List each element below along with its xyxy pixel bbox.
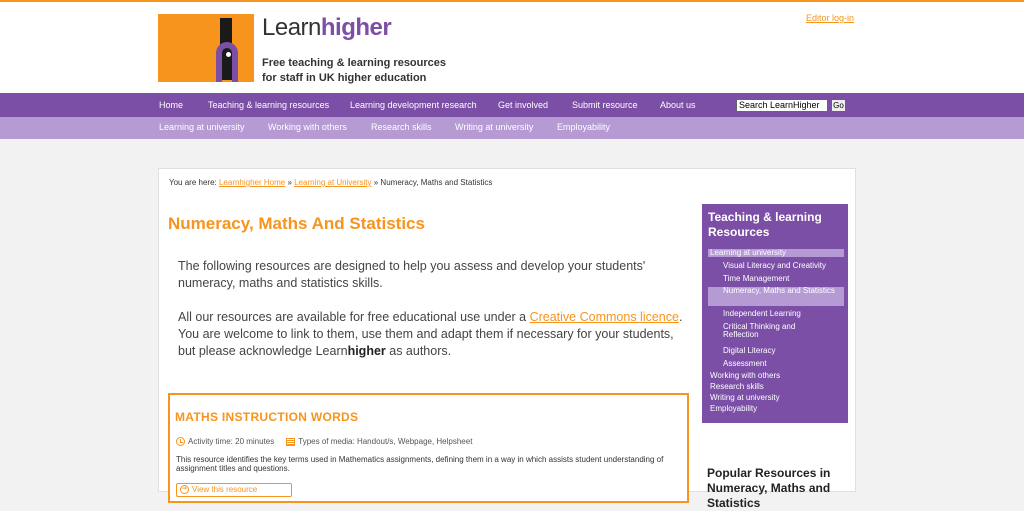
sidebar-item-digital-literacy[interactable]: Digital Literacy [723,346,776,355]
breadcrumb [169,178,492,187]
page-title: Numeracy, Maths And Statistics [168,214,425,233]
sidebar-item-time-management[interactable]: Time Management [723,274,790,283]
resource-description: This resource identifies the key terms used in Mathematics assignments, defining them in a way in which assists student understanding of assignment titles and questions. [176,455,664,473]
main-navigation [0,93,1024,117]
nav-learning-development-research[interactable]: Learning development research [350,100,477,110]
creative-commons-link[interactable]: Creative Commons licence [529,310,679,324]
breadcrumb-learning-link[interactable]: Learning at University [294,178,372,187]
tagline [262,56,522,86]
popular-resources-heading: Popular Resources in Numeracy, Maths and Statistics [707,466,831,510]
brand-bold: higher [320,14,392,41]
breadcrumb-home-link[interactable]: Learnhigher Home [218,178,286,187]
resource-card [168,393,689,503]
breadcrumb-current: Numeracy, Maths and Statistics [380,178,493,187]
sidebar-heading-line2: Resources [708,225,770,239]
sidebar-item-independent-learning[interactable]: Independent Learning [723,309,801,318]
view-resource-label: View this resource [192,485,258,494]
licence-paragraph [178,309,684,360]
nav-about-us[interactable]: About us [660,100,696,110]
logo-h-shape [216,42,238,82]
activity-time: Activity time: 20 minutes [188,437,275,446]
resource-title[interactable]: MATHS INSTRUCTION WORDS [175,410,359,424]
licence-brand-bold: higher [347,344,386,358]
intro-paragraph: The following resources are designed to help you assess and develop your students' numeracy, maths and statistics skills. [178,259,646,290]
arrow-right-icon: ➔ [181,486,188,493]
media-types-icon [286,438,295,446]
tagline-line1: Free teaching & learning resources [262,57,447,69]
breadcrumb-separator: » [371,178,381,187]
licence-text-b: . You are welcome to link to them, use them and adapt them if necessary for your students, but please acknowledge Learn [178,310,683,358]
sidebar-heading [708,210,842,240]
sidebar-item-working-with-others[interactable]: Working with others [710,371,781,380]
site-header [0,2,1024,93]
subnav-learning-at-university[interactable]: Learning at university [159,122,245,132]
subnav-employability[interactable]: Employability [557,122,611,132]
view-resource-button[interactable] [176,483,292,497]
nav-get-involved[interactable]: Get involved [498,100,549,110]
nav-home[interactable]: Home [159,100,184,110]
sidebar-item-numeracy[interactable]: Numeracy, Maths and Statistics [708,287,844,306]
sidebar-item-visual-literacy[interactable]: Visual Literacy and Creativity [723,261,827,270]
search-go-button[interactable]: Go [831,99,846,112]
clock-icon [176,437,185,446]
editor-login-link[interactable]: Editor log-in [806,13,855,23]
subnav-writing-at-university[interactable]: Writing at university [455,122,534,132]
brand-name[interactable] [262,14,391,42]
licence-text-a: All our resources are available for free educational use under a [178,310,530,324]
main-content [158,168,856,510]
tagline-line2: for staff in UK higher education [262,72,427,84]
sidebar-resources-menu [702,204,848,423]
sidebar-item-employability[interactable]: Employability [710,404,758,413]
sub-navigation [0,117,1024,139]
nav-teaching-learning-resources[interactable]: Teaching & learning resources [208,100,330,110]
sidebar-heading-line1: Teaching & learning [708,210,822,224]
sidebar-item-learning-at-university[interactable]: Learning at university [708,249,844,257]
subnav-working-with-others[interactable]: Working with others [268,122,347,132]
breadcrumb-prefix: You are here: [169,178,219,187]
media-types: Types of media: Handout/s, Webpage, Helpsheet [298,437,473,446]
brand-light: Learn [262,14,321,41]
sidebar-item-writing-at-university[interactable]: Writing at university [710,393,780,402]
breadcrumb-separator: » [285,178,295,187]
licence-text-c: as authors. [385,344,452,358]
sidebar-item-assessment[interactable]: Assessment [723,359,767,368]
search-input[interactable]: Search LearnHigher [736,99,828,112]
sidebar-item-critical-thinking[interactable]: Critical Thinking and Reflection [723,322,796,339]
learnhigher-logo[interactable] [158,14,254,82]
resource-meta [176,437,472,446]
nav-submit-resource[interactable]: Submit resource [572,100,638,110]
logo-dot-shape [226,52,231,57]
subnav-research-skills[interactable]: Research skills [371,122,432,132]
sidebar-item-research-skills[interactable]: Research skills [710,382,764,391]
